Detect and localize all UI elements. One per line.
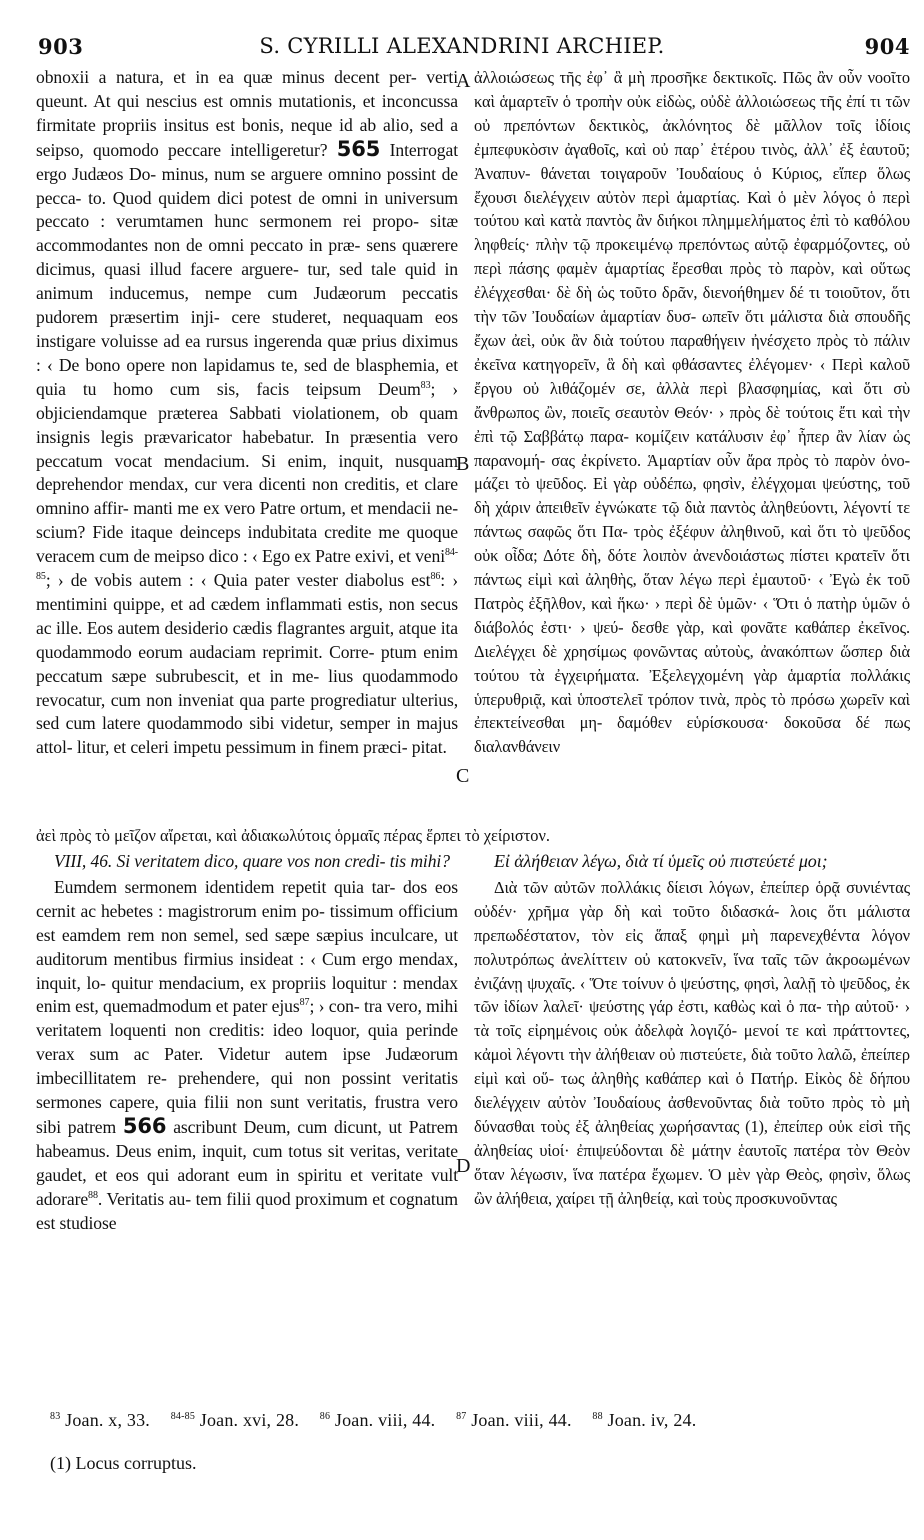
migne-page-number: 565	[336, 136, 381, 161]
footnote-number: 83	[50, 1411, 61, 1422]
footnote-text: Joan. viii, 44.	[471, 1410, 572, 1430]
page-number-right: 904	[864, 34, 910, 59]
running-title: S. CYRILLI ALEXANDRINI ARCHIEP.	[259, 34, 665, 58]
greek-section-heading: Εἰ ἀλήθειαν λέγω, διὰ τί ὑμεῖς οὐ πιστεύετέ μοι;	[494, 851, 828, 871]
footnote	[456, 1410, 572, 1430]
margin-letter-a: A	[456, 70, 471, 92]
footnote-ref: 86	[430, 571, 441, 583]
latin-text: : › mentimini quippe, et ad cædem inflammati estis, non secus ac ille. Eos autem desiderio cædis flagrantes arguit, atque ita quodammodo eorum audaciam reprimit. Corre- ptum enim peccatum sæpe subrubescit, et in me- lius quodammodo revocatur, cum non inveniat qua parte progrediatur ulterius, sed cum latere quodammodo sibi videtur, semper in majus attol- litur, et celeri impetu pessimum in finem præci- pitat.	[36, 570, 458, 758]
latin-section-heading: VIII, 46. Si veritatem dico, quare vos non credi- tis mihi?	[54, 851, 450, 871]
footnote-number: 86	[319, 1411, 331, 1422]
footnote	[50, 1410, 150, 1430]
footnote-text: Joan. xvi, 28.	[199, 1410, 300, 1430]
footnote	[320, 1410, 436, 1430]
greek-paragraph: Διὰ τῶν αὐτῶν πολλάκις δίεισι λόγων, ἐπείπερ ὁρᾷ συνιέντας οὐδέν· χρῆμα γὰρ δὴ καὶ τοῦτο διδασκά- λοις ὅτι μάλιστα πρεπωδέστατον, τὸν εἰς ἅπαξ φημὶ μὴ παρενεχθέντα λόγον πολυτρόπως ἀνελίττειν οὐ κατοκνεῖν, ἵνα ταῖς τῶν ἀκροωμένων ἐνιζάνῃ ψυχαῖς. ‹ Ὅτε τοίνυν ὁ ψεύστης, φησὶ, λαλῇ τὸ ψεῦδος, ἐκ τῶν ἰδίων λαλεῖ· ψεύστης γάρ ἐστι, καθὼς καὶ ὁ πα- τὴρ αὐτοῦ· › τὰ τοῖς εἰρημένοις οὐκ ἀδελφὰ λογιζό- μενοί τε καὶ πράττοντες, κἀμοὶ λέγοντι τὴν ἀλήθειαν οὐ πιστεύετε, διὰ τοῦτο λαλῶ, ἐπείπερ εἰμὶ καὶ οὕ- τως ἀληθὴς καθάπερ καὶ ὁ Πατήρ. Εἰκὸς δὲ δήπου διελέγχειν αὐτὸν Ἰουδαίους ἀσθενοῦντας διὰ τοῦτο πρὸς τὸ μὴ δύνασθαι τοὺς ἐξ ἀληθείας χωρήσαντας (1), ἐπείπερ οὐκ εἰσὶ τῆς ἀληθείας υἱοί· ἐπιψεύδονται δὲ μάτην ἑαυτοῖς πατέρα τὸν Θεὸν ὅταν λέγωσιν, ἵνα πατέρα ἔχωμεν. Ὁ μὲν γὰρ Θεὸς, φησὶν, ὅλως ὢν ἀλήθεια, χαίρει τῇ ἀληθείᾳ, καὶ τοὺς προσκυνοῦντας	[474, 877, 910, 1208]
latin-text: obnoxii a natura, et in ea quæ minus decent per- verti queunt. At qui nescius est omnis mutationis, et inconcussa firmitate propriis insitus est bonis, neque id ab alio, sed a seipso, quomodo peccare intelligeretur?	[36, 67, 458, 160]
greek-column-bottom	[474, 850, 910, 1211]
footnotes	[50, 1410, 910, 1431]
footnote-number: 84-85	[170, 1411, 196, 1422]
latin-text: ; › con- tra vero, mihi veritatem loquenti non creditis: ideo loquor, quia perinde verax sum ac Pater. Videtur autem ipse Judæorum imbecillitatem re- prehendere, qui non possint veritatis sermones capere, quia filii non sunt veritatis, frustra vero sibi patrem	[36, 996, 458, 1137]
latin-text: . Veritatis au- tem filii quod proximum et cognatum est studiose	[36, 1188, 458, 1233]
latin-text: Eumdem sermonem identidem repetit quia tar- dos eos cernit ac hebetes : magistrorum enim po- tissimum officium est eamdem rem non semel, sed sæpe sæpius inculcare, ut auditorum mentibus firmius insideat : ‹ Cum ergo mendax, inquit, lo- quitur mendacium, ex propriis loquitur : mendax enim est, quemadmodum et pater ejus	[36, 876, 458, 1017]
footnote-text: Joan. x, 33.	[65, 1410, 151, 1430]
margin-letter-d: D	[456, 1155, 471, 1177]
editorial-footnote: (1) Locus corruptus.	[50, 1453, 197, 1473]
latin-paragraph	[36, 66, 458, 760]
page-number-left: 903	[38, 34, 84, 59]
footnote-ref: 87	[299, 997, 310, 1009]
migne-page-number: 566	[122, 1113, 167, 1138]
latin-paragraph	[36, 876, 458, 1236]
margin-letter-c: C	[456, 765, 470, 787]
footnote-ref: 84-85	[36, 547, 459, 583]
latin-text: ; › de vobis autem : ‹ Quia pater vester diabolus est	[45, 570, 431, 591]
latin-text: Interrogat ergo Judæos Do- minus, num se arguere omnino possint de pecca- to. Quod quidem dici potest de omni in universum peccato : verumtamen hunc sermonem rei propo- sitæ accommodantes non de omni peccato in præ- sens quærere dicimus, quasi illud facere arguere- tur, sed tale quid in animum inducemus, nempe cum Judæorum peccatis pudorem præsertim inji- cere studeret, nequaquam eos instigare voluisse ad ea rursus ingerenda quæ prius diximus : ‹ De bono opere non lapidamus te, sed de blasphemia, et quia tu homo cum sis, facis teipsum Deum	[36, 139, 458, 399]
footnote-ref: 83	[420, 379, 431, 391]
footnote-text: Joan. viii, 44.	[334, 1410, 436, 1430]
footnote-ref: 88	[88, 1189, 98, 1201]
greek-column-top	[474, 66, 910, 759]
latin-column-bottom	[36, 850, 458, 1236]
latin-column-top	[36, 66, 458, 760]
footnote-number: 88	[592, 1411, 603, 1422]
footnote	[592, 1410, 696, 1430]
margin-letter-b: B	[456, 453, 470, 475]
greek-paragraph: ἀλλοιώσεως τῆς ἐφ᾽ ἃ μὴ προσῆκε δεκτικοῖς. Πῶς ἂν οὖν νοοῖτο καὶ ἁμαρτεῖν ὁ τροπὴν οὐκ εἰδὼς, οὐδὲ ἀλλοιώσεως τῆς ἐπί τι τῶν οὐ πρεπόντων δεκτικὸς, ἀκλόνητος δὲ μᾶλλον τοῖς ἰδίοις ἐμπεφυκὸσιν ἀγαθοῖς, καὶ οὐ παρ᾽ ἑτέρου τινὸς, ἀλλ᾽ ἐξ ἑαυτοῦ; Ἀναπυν- θάνεται τοιγαροῦν Ἰουδαίους ὁ Κύριος, εἴπερ ὅλως ἔχουσι διελέγχειν αὐτὸν περὶ ἁμαρτίας. Καὶ ὁ μὲν λόγος ὁ περὶ τούτου καὶ κατὰ παντὸς ἂν διήκοι πλημμελήματος ἐπὶ τὸ καθόλου ληφθείς· πλὴν τῷ προκειμένῳ πρεπόντως αὐτῷ ἐφαρμόζοντες, οὐ περὶ πάσης φαμὲν ἁμαρτίας ἔρεσθαι πρὸς τὸ παρὸν, καὶ οὕτως ἐλέγχεσθαι· δὲ δὴ ὡς τοῦτο δρᾶν, διενοήθημεν δέ τι τοιοῦτον, ὅτι τὴν τῶν Ἰουδαίων ἁμαρτίαν δυσ- ωπεῖν ὅτι μάλιστα διὰ σπουδῆς ἔχων ἀεὶ, οὐκ ἂν διὰ τούτου παραθήγειν ἠνέσχετο πρὸς τὸ πάλιν ἐκεῖνα κατηγορεῖν, ἃ δὴ καὶ φθάσαντες ἐλέγομεν· ‹ Περὶ καλοῦ ἔργου οὐ λιθάζομέν σε, ἀλλὰ περὶ βλασφημίας, καὶ ὅτι σὺ ἄνθρωπος ὢν, ποιεῖς σεαυτὸν Θεόν· › πρὸς δὲ τούτοις ἔτι καὶ τὴν ἐπὶ τῷ Σαββάτῳ παρα- κομίζειν κατάλυσιν ἐφ᾽ ἧπερ ἂν λίαν ὡς παρανομή- σας ἐκρίνετο. Ἁμαρτίαν οὖν ἄρα πρὸς τὸ παρὸν ὀνο- μάζει τὸ ψεῦδος. Εἰ γὰρ οὐδέπω, φησὶν, ἐλέγχομαι ψεύστης, τοῦ δὴ χάριν ἀπειθεῖν ἐγνώκατε τῷ διὰ παντὸς ἀληθεύοντι, λέγοντί τε πάντως σαφῶς ὅτι Πα- τρὸς ἐξέφυν ἀληθινοῦ, καὶ ὅτι τὸ ψεῦδος οὐκ οἶδα; Δότε δὴ, δότε λοιπὸν ἀνενδοιάστως πίστει κρατεῖν ὅτι πάντως εἰμὶ καὶ ἀληθὴς, ὅταν λέγω περὶ ἐμαυτοῦ· ‹ Ἐγὼ ἐκ τοῦ Πατρὸς ἐξῆλθον, καὶ ἥκω· › περὶ δὲ ὑμῶν· ‹ Ὅτι ὁ πατὴρ ὑμῶν ὁ διάβολός ἐστι· › ψεύ- δεσθε γὰρ, καὶ φονᾶτε καθάπερ ἐκεῖνος. Διελέγχει δὲ χρησίμως φονῶντας αὐτοὺς, ἀνακόπτων ὥσπερ διὰ τούτου τὰ ἐγχειρήματα. Ἐξελεγχομένη γὰρ ἁμαρτία πολλάκις ὑπερυθριᾷ, καὶ ὑποστελεῖ τρόπον τινὰ, πρὸς τὸ πρόσω χωρεῖν καὶ ἐπεκτείνεσθαι μη- δαμόθεν εὑρίσκουσα· δοκοῦσα δέ πως διαλανθάνειν	[474, 68, 910, 757]
footnote-text: Joan. iv, 24.	[607, 1410, 697, 1430]
footnote	[171, 1410, 299, 1430]
latin-text: ascribunt Deum, cum dicunt, ut Patrem habeamus. Deus enim, inquit, cum totus sit veritas, veritate gaudet, et eos qui adorant eum in spiritu et veritate vult adorare	[36, 1116, 458, 1209]
greek-spanning-line: ἀεὶ πρὸς τὸ μεῖζον αἴρεται, καὶ ἀδιακωλύτοις ὁρμαῖς πέρας ἕρπει τὸ χείριστον.	[36, 826, 551, 845]
latin-text: ; › objiciendamque præterea Sabbati violationem, ob quam insignis legis prævaricator habebatur. In præsentia vero peccatum vocat mendacium. Si enim, inquit, nusquam deprehendor mendax, cur vera dicenti non creditis, et clare omnino affir- manti me ex vero Patre ortum, et mendacii ne- scium? Fide itaque deinceps indubitata credite me quoque veracem cum de meipso dico : ‹ Ego ex Patre exivi, et veni	[36, 378, 458, 567]
footnote-number: 87	[456, 1411, 467, 1422]
running-header	[0, 30, 924, 62]
